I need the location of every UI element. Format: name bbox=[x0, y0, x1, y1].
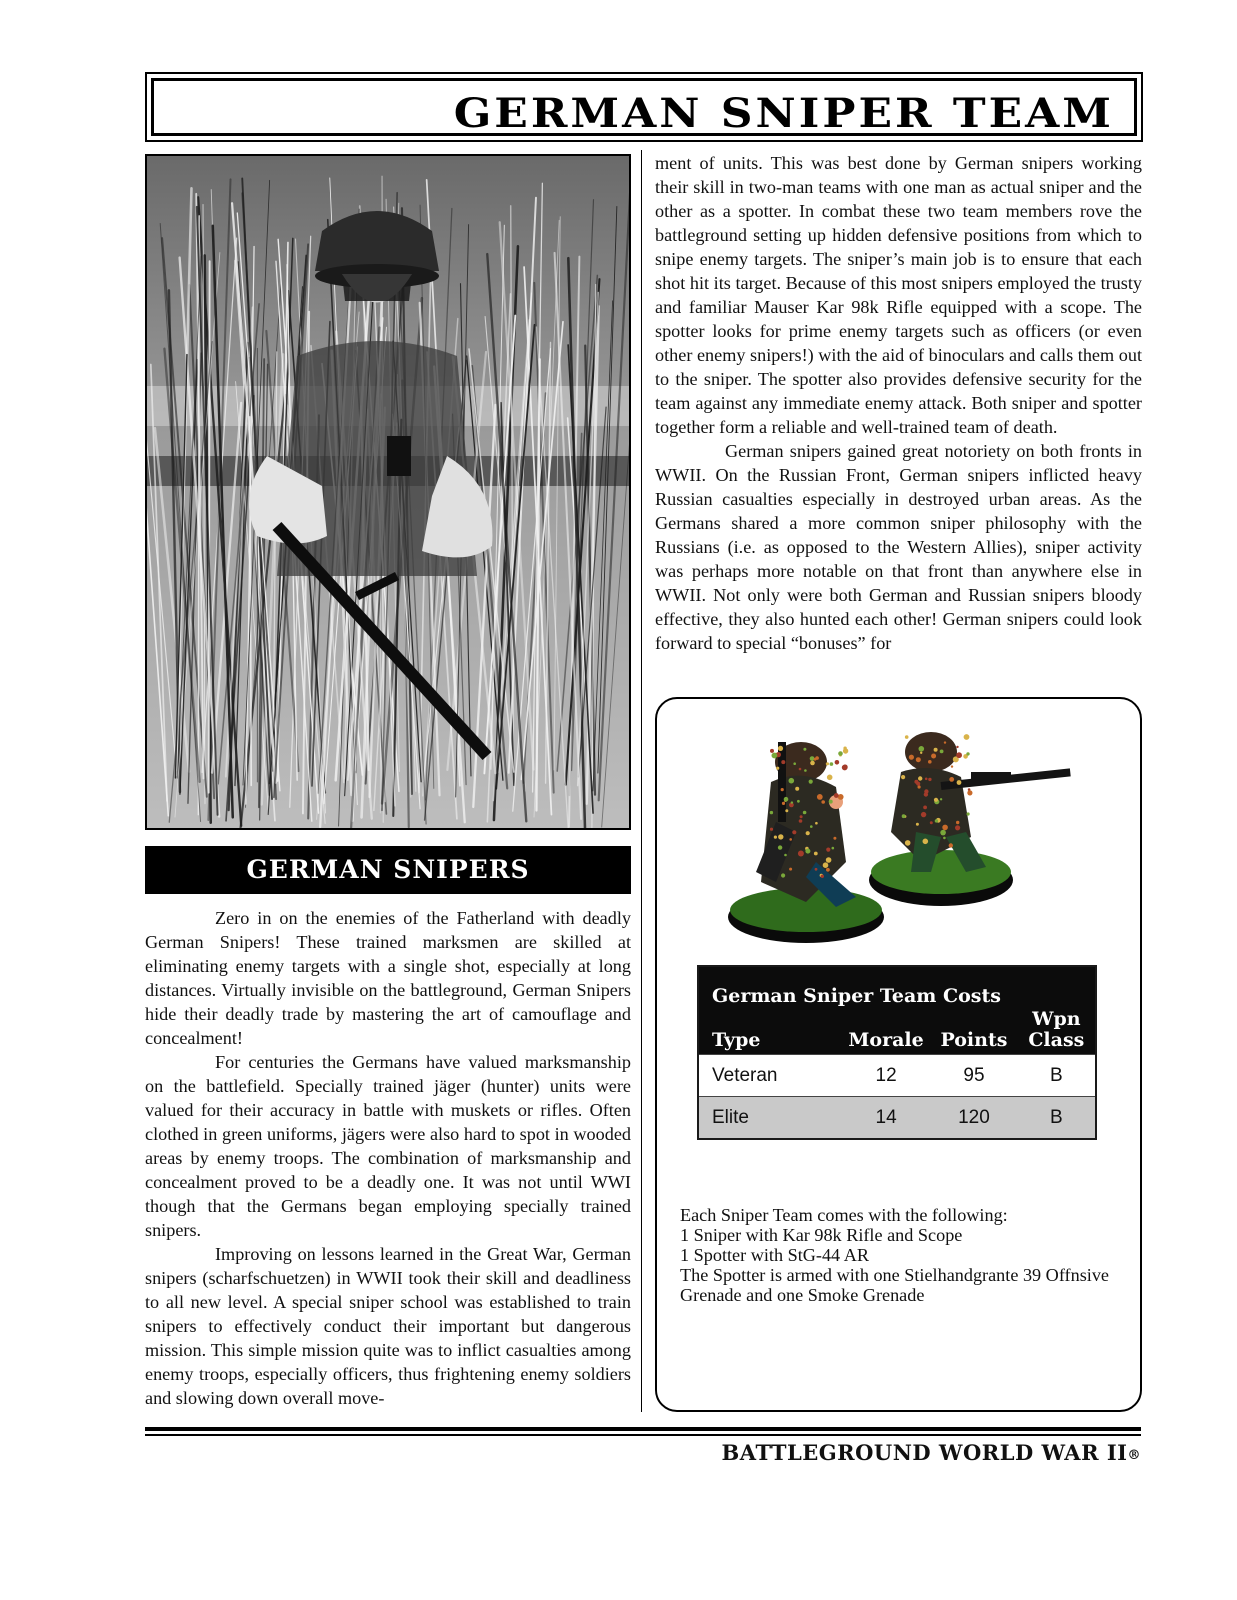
cost-table bbox=[697, 965, 1097, 1140]
right-column-text bbox=[655, 151, 1142, 655]
cell-morale: 12 bbox=[842, 1055, 930, 1097]
includes-intro: Each Sniper Team comes with the following: bbox=[680, 1205, 1008, 1225]
col-header-type: Type bbox=[698, 1007, 842, 1055]
cell-points: 120 bbox=[930, 1097, 1017, 1140]
footer-rule-thin bbox=[145, 1434, 1141, 1436]
cell-morale: 14 bbox=[842, 1097, 930, 1140]
table-caption: German Sniper Team Costs bbox=[698, 966, 1096, 1007]
team-includes bbox=[680, 1205, 1125, 1305]
cell-type: Elite bbox=[698, 1097, 842, 1140]
title-inner-border bbox=[151, 78, 1137, 136]
left-column-text bbox=[145, 906, 631, 1410]
page-title: GERMAN SNIPER TEAM bbox=[453, 90, 1114, 137]
table-row bbox=[698, 1097, 1096, 1140]
cell-type: Veteran bbox=[698, 1055, 842, 1097]
includes-item: 1 Sniper with Kar 98k Rifle and Scope bbox=[680, 1225, 963, 1245]
miniatures-photo bbox=[716, 712, 1080, 952]
cell-wpn-class: B bbox=[1018, 1097, 1096, 1140]
cell-points: 95 bbox=[930, 1055, 1017, 1097]
table-header-row bbox=[698, 1007, 1096, 1055]
col-header-points: Points bbox=[930, 1007, 1017, 1055]
paragraph: For centuries the Germans have valued marksmanship on the battlefield. Specially trained jäger (hunter) units were valued for their accuracy in battle with muskets or rifles. Often clothed in green uniforms, jägers were also hard to spot in wooded areas by enemy troops. The combination of marksmanship and concealment proved to be a deadly one. It was not until WWI though that the Germans began employing specially trained snipers. bbox=[145, 1052, 631, 1240]
table-row bbox=[698, 1055, 1096, 1097]
paragraph: Improving on lessons learned in the Great War, German snipers (scharfschuetzen) in WWII took their skill and deadliness to all new level. A special sniper school was established to train snipers to effectively conduct their important but dangerous mission. This simple mission quite was to inflict casualties among enemy troops, especially officers, thus frightening enemy soldiers and slowing down overall move- bbox=[145, 1244, 631, 1408]
col-header-morale: Morale bbox=[842, 1007, 930, 1055]
paragraph: Zero in on the enemies of the Fatherland with deadly German Snipers! These trained marksmen are skilled at eliminating enemy targets with a single shot, especially at long distances. Virtually invisible on the battleground, German Snipers hide their deadly trade by mastering the art of camouflage and concealment! bbox=[145, 908, 631, 1048]
sniper-photo bbox=[145, 154, 631, 830]
cell-wpn-class: B bbox=[1018, 1055, 1096, 1097]
col-header-wpn-class: Wpn Class bbox=[1018, 1007, 1096, 1055]
includes-item: 1 Spotter with StG-44 AR bbox=[680, 1245, 869, 1265]
footer-rule bbox=[145, 1427, 1141, 1431]
section-heading: GERMAN SNIPERS bbox=[145, 846, 631, 894]
footer-brand bbox=[722, 1440, 1141, 1469]
includes-item: The Spotter is armed with one Stielhandgrante 39 Offnsive Grenade and one Smoke Grenade bbox=[680, 1265, 1109, 1305]
column-divider bbox=[641, 150, 642, 1412]
registered-mark: ® bbox=[1127, 1448, 1141, 1463]
title-frame bbox=[145, 72, 1143, 142]
footer-text: BATTLEGROUND WORLD WAR II bbox=[721, 1440, 1128, 1465]
paragraph: ment of units. This was best done by German snipers working their skill in two-man teams with one man as actual sniper and the other as a spotter. In combat these two team members rove the battleground setting up hidden defensive positions from which to snipe enemy targets. The sniper’s main job is to ensure that each shot hit its target. Because of this most snipers employed the trusty and familiar Mauser Kar 98k Rifle equipped with a scope. The spotter looks for prime enemy targets such as officers (or even other enemy snipers!) with the aid of binoculars and calls them out to the sniper. The spotter also provides defensive security for the team against any immediate enemy attack. Both sniper and spotter together form a reliable and well-trained team of death. bbox=[655, 153, 1142, 437]
table-caption-row bbox=[698, 966, 1096, 1007]
paragraph: German snipers gained great notoriety on both fronts in WWII. On the Russian Front, German snipers inflicted heavy Russian casualties especially in destroyed urban areas. As the Germans shared a more common sniper philosophy with the Russians (i.e. as opposed to the Western Allies), sniper activity was perhaps more notable on that front than anywhere else in WWII. Not only were both German and Russian snipers bloody effective, they also hunted each other! German snipers could look forward to special “bonuses” for bbox=[655, 441, 1142, 653]
